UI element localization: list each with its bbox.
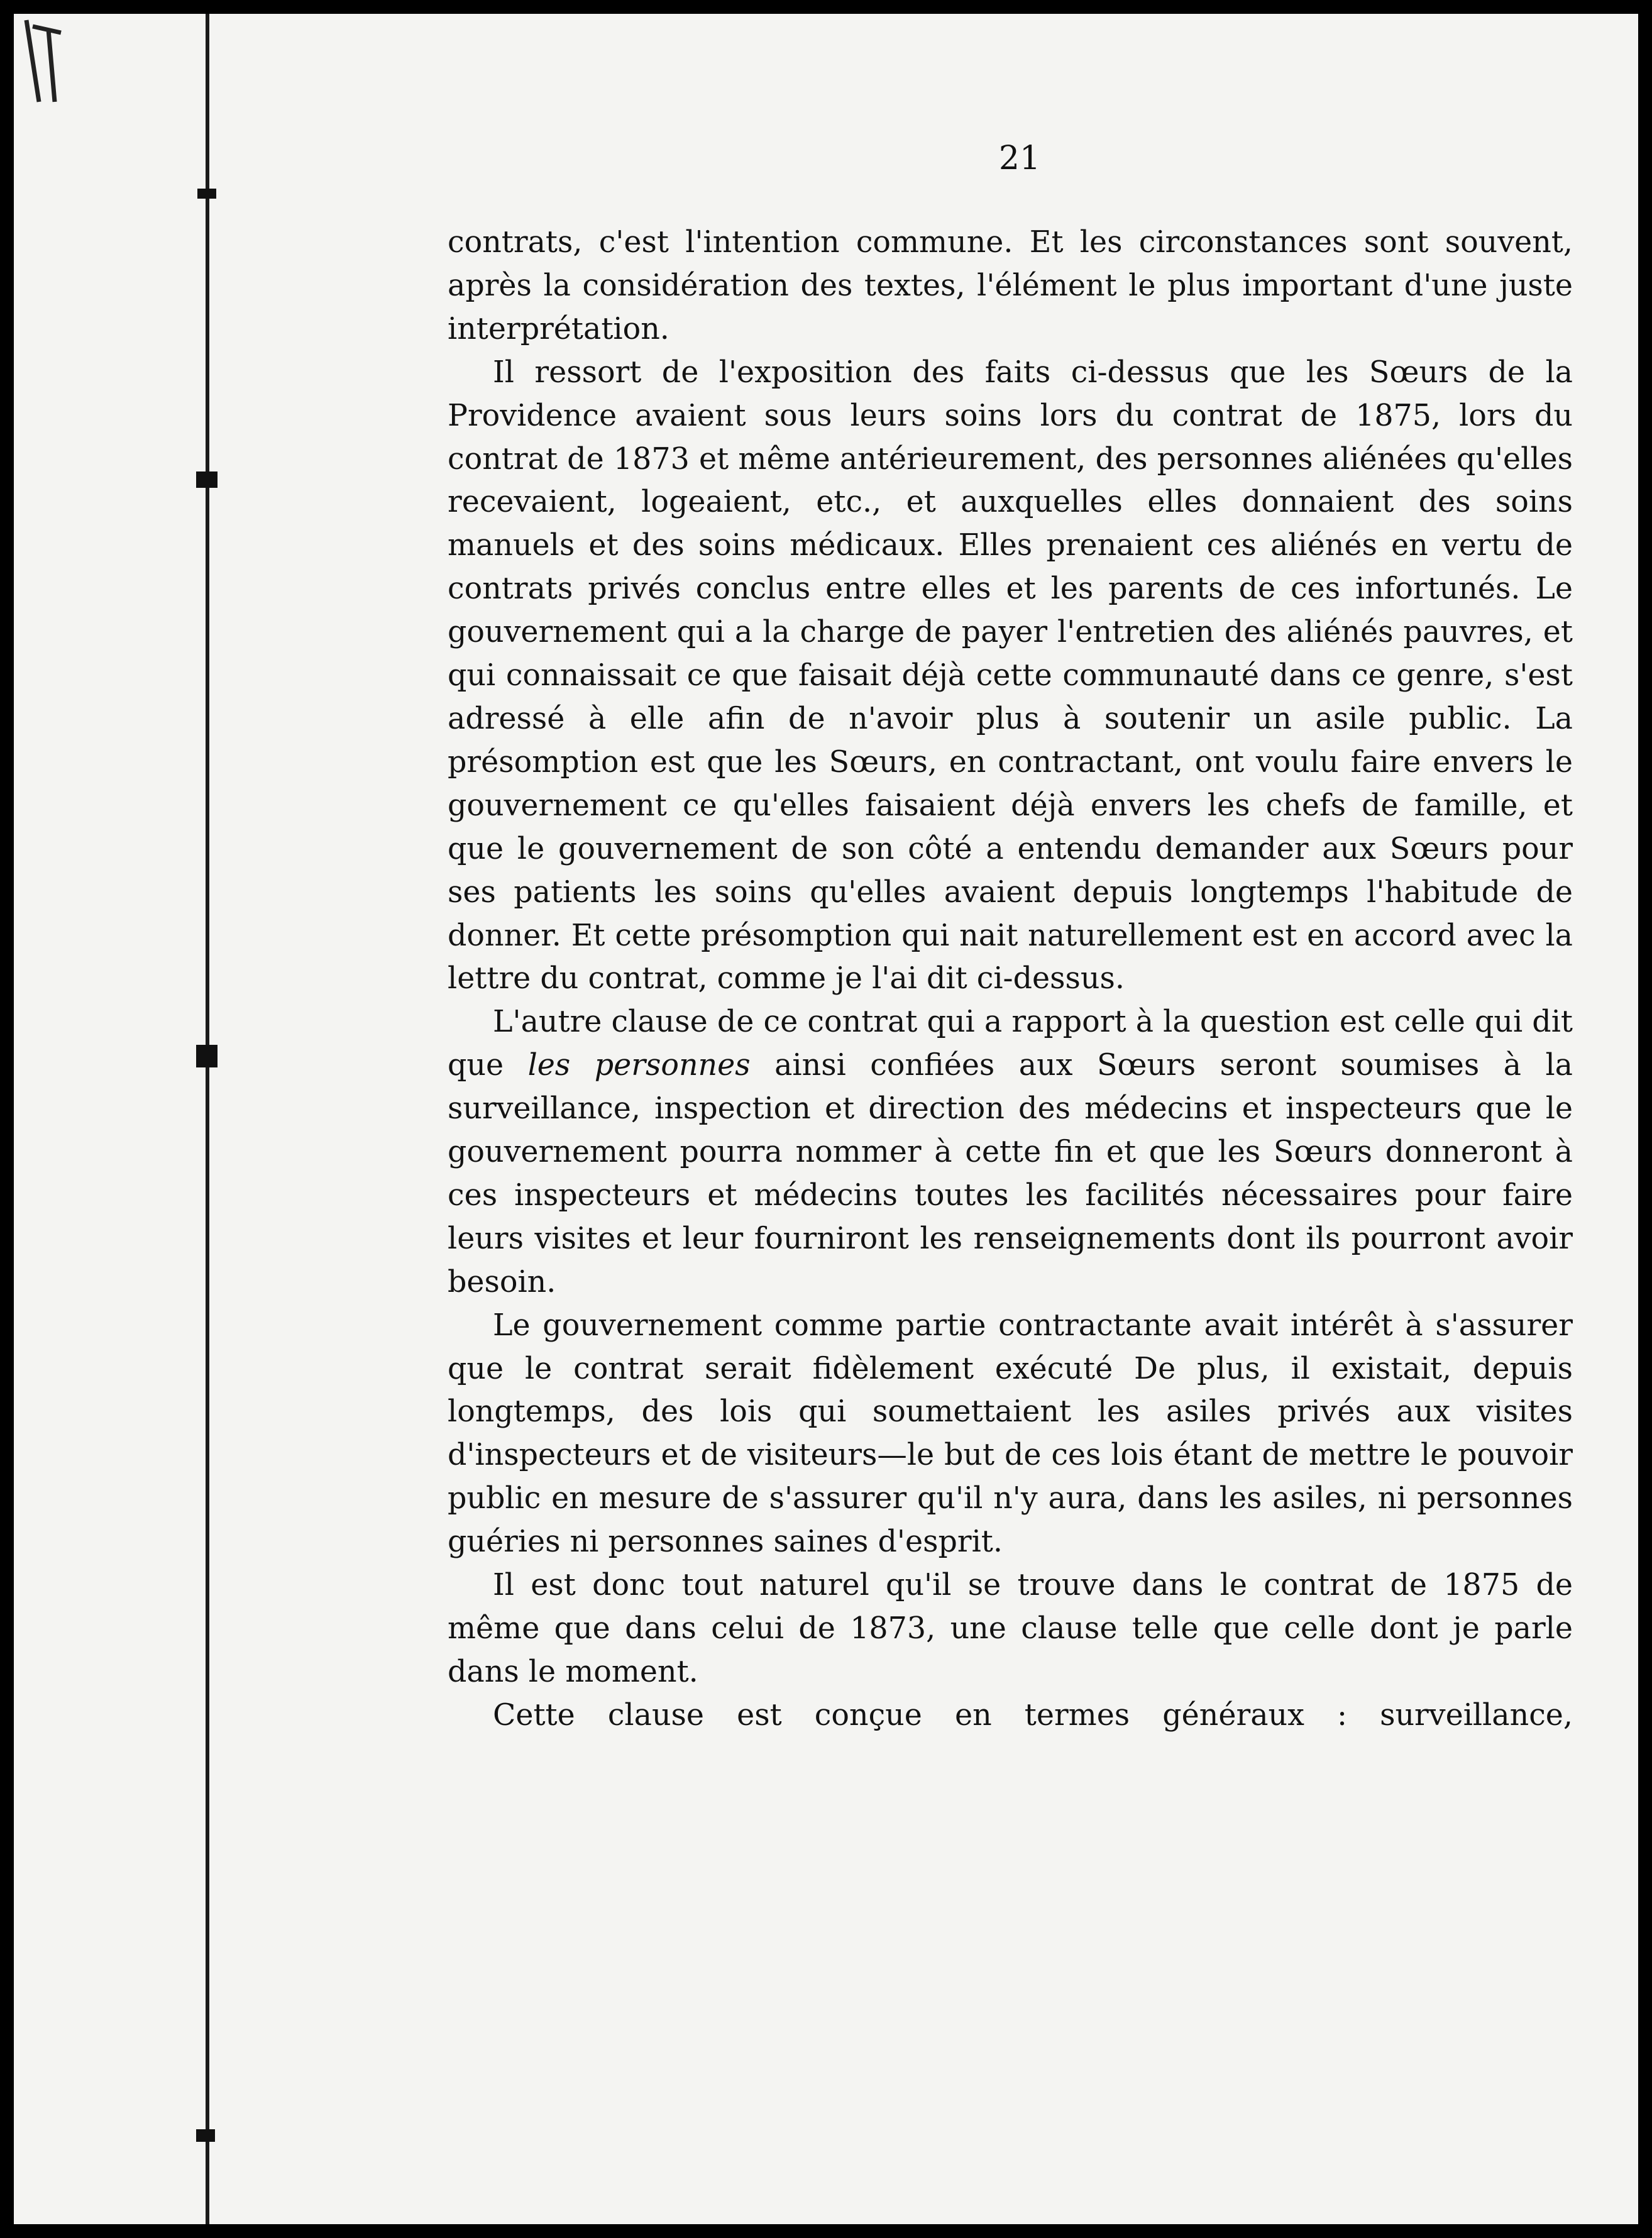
page-number: 21 (998, 140, 1041, 177)
edge-scribble-mark (14, 14, 70, 108)
paragraph: Cette clause est conçue en termes généraux : surveillance, (493, 1697, 1573, 1733)
paragraph-text: ainsi confiées aux Sœurs seront soumises à la surveillance, inspection et direction des médecins et inspecteurs que le gouvernement pourra nommer à cette fin et que les Sœurs donneront à ces inspecteurs et médecins toutes les facilités nécessaires pour faire leurs visites et leur fourniront les renseignements dont ils pourront avoir besoin. (448, 1048, 1573, 1299)
paragraph-text: L'autre clause de ce contrat qui a rapport à la question est celle qui dit que (448, 1005, 1573, 1083)
paragraph (448, 1001, 1573, 1304)
paragraph: Il est donc tout naturel qu'il se trouve dans le contrat de 1875 de même que dans celui de 1873, une clause telle que celle dont je parle dans le moment. (448, 1568, 1573, 1689)
paragraph: Le gouvernement comme partie contractante avait intérêt à s'assurer que le contrat serait fidèlement exécuté De plus, il existait, depuis longtemps, des lois qui soumettaient les asiles privés aux visites d'inspecteurs et de visiteurs—le but de ces lois étant de mettre le pouvoir public en mesure de s'assurer qu'il n'y aura, dans les asiles, ni personnes guéries ni personnes saines d'esprit. (448, 1308, 1573, 1560)
italic-phrase: les personnes (527, 1048, 751, 1083)
binding-mark (196, 2129, 215, 2142)
body-text (448, 221, 1573, 1738)
paragraph: Il ressort de l'exposition des faits ci-dessus que les Sœurs de la Providence avaient sous leurs soins lors du contrat de 1875, lors du contrat de 1873 et même antérieurement, des personnes aliénées qu'elles recevaient, logeaient, etc., et auxquelles elles donnaient des soins manuels et des soins médicaux. Elles prenaient ces aliénés en vertu de contrats privés conclus entre elles et les parents de ces infortunés. Le gouvernement qui a la charge de payer l'entretien des aliénés pauvres, et qui connaissait ce que faisait déjà cette communauté dans ce genre, s'est adressé à elle afin de n'avoir plus à soutenir un asile public. La présomption est que les Sœurs, en contractant, ont voulu faire envers le gouvernement ce qu'elles faisaient déjà envers les chefs de famille, et que le gouvernement de son côté a entendu demander aux Sœurs pour ses patients les soins qu'elles avaient depuis longtemps l'habitude de donner. Et cette présomption qui nait naturellement est en accord avec la lettre du contrat, comme je l'ai dit ci-dessus. (448, 355, 1573, 996)
binding-mark (197, 189, 216, 199)
binding-gutter-line (206, 14, 209, 2224)
paragraph: contrats, c'est l'intention commune. Et les circonstances sont souvent, après la considération des textes, l'élément le plus important d'une juste interprétation. (448, 225, 1573, 346)
binding-mark (196, 471, 218, 488)
document-page (14, 14, 1638, 2224)
binding-mark (196, 1045, 218, 1067)
